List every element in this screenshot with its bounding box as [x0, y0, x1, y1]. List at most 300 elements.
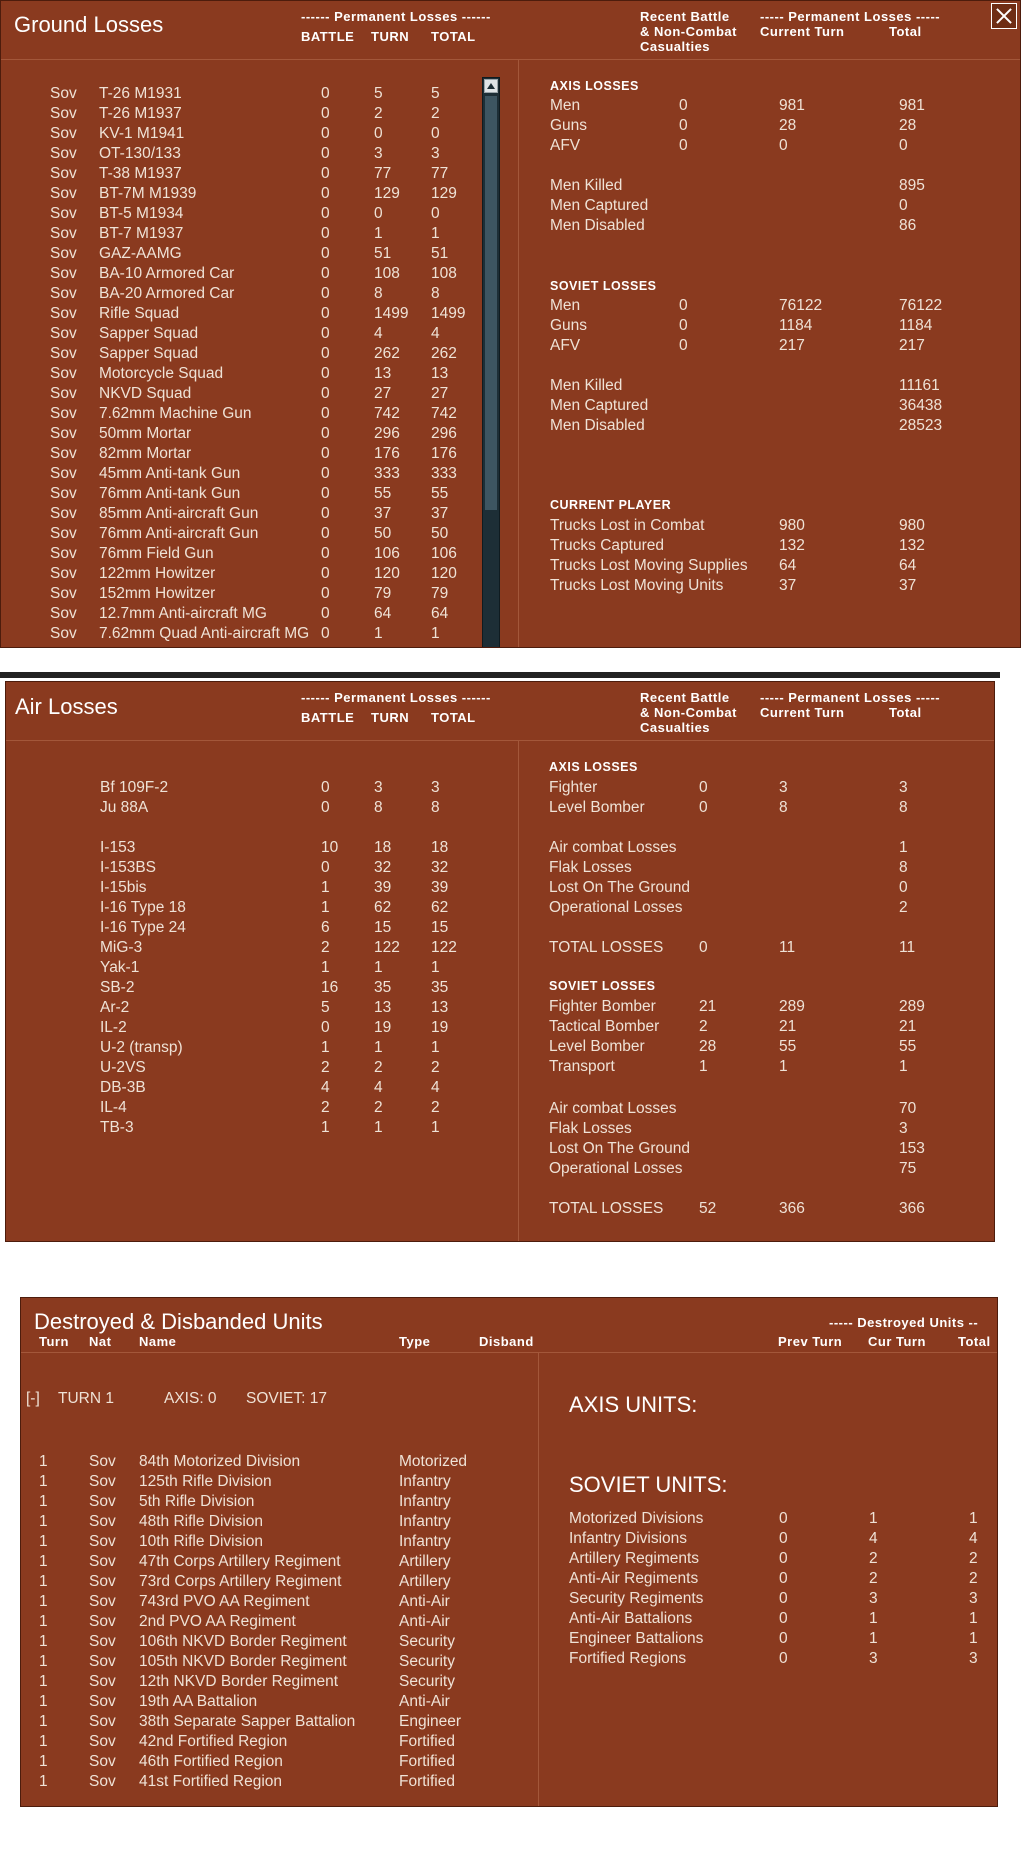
unit-name-cell: 743rd PVO AA Regiment	[139, 1593, 310, 1610]
soviet-loss-cell: 217	[779, 337, 805, 354]
unit-type-cell: Anti-Air	[399, 1613, 450, 1630]
air-soviet-row-cell: 35	[374, 979, 392, 996]
name-cell: 82mm Mortar	[99, 445, 192, 462]
unit-turn-cell: 1	[39, 1453, 48, 1470]
soviet-loss-cell: 0	[679, 337, 688, 354]
nat-cell: Sov	[50, 545, 77, 562]
air-axis-cell: Level Bomber	[549, 799, 645, 816]
name-cell: BT-7 M1937	[99, 225, 184, 242]
air-soviet-row-cell: Ar-2	[100, 999, 130, 1016]
battle-column-header: BATTLE	[301, 710, 355, 725]
nat-cell: Sov	[50, 585, 77, 602]
turn-cell: 742	[374, 405, 400, 422]
unit-summary-cell: 3	[869, 1590, 878, 1607]
battle-cell: 0	[321, 545, 330, 562]
turn-collapse-toggle[interactable]: [-]	[26, 1390, 40, 1407]
air-axis-type-cell: 2	[899, 899, 908, 916]
air-soviet-row-cell: 2	[321, 939, 330, 956]
total-cell: 2	[431, 105, 440, 122]
unit-summary-cell: 0	[779, 1510, 788, 1527]
truck-loss-cell: 37	[899, 577, 917, 594]
name-cell: 7.62mm Machine Gun	[99, 405, 252, 422]
battle-cell: 0	[321, 145, 330, 162]
unit-summary-cell: 2	[869, 1550, 878, 1567]
air-soviet-row-cell: 2	[321, 1059, 330, 1076]
destroyed-units-title: Destroyed & Disbanded Units	[34, 1309, 323, 1334]
air-axis-row-cell: 8	[374, 799, 383, 816]
total-cell: 106	[431, 545, 457, 562]
name-cell: 85mm Anti-aircraft Gun	[99, 505, 259, 522]
truck-loss-cell: 37	[779, 577, 797, 594]
air-soviet-row-cell: 13	[431, 999, 449, 1016]
air-soviet-row-cell: 2	[431, 1099, 440, 1116]
soviet-loss-cell: Men	[550, 297, 581, 314]
air-soviet-cell: 2	[699, 1018, 708, 1035]
name-cell: Motorcycle Squad	[99, 365, 224, 382]
axis-loss-cell: 0	[679, 137, 688, 154]
axis-loss-cell: 0	[779, 137, 788, 154]
unit-turn-cell: 1	[39, 1573, 48, 1590]
unit-turn-cell: 1	[39, 1753, 48, 1770]
axis-loss-cell: 0	[679, 97, 688, 114]
unit-nat-cell: Sov	[89, 1753, 116, 1770]
nat-cell: Sov	[50, 485, 77, 502]
total-right-header: Total	[889, 705, 922, 720]
soviet-men-cell: Men Captured	[550, 397, 649, 414]
air-soviet-row-cell: MiG-3	[100, 939, 143, 956]
unit-type-cell: Security	[399, 1633, 455, 1650]
unit-nat-cell: Sov	[89, 1513, 116, 1530]
non-combat-header: & Non-Combat	[640, 705, 737, 720]
nat-cell: Sov	[50, 345, 77, 362]
unit-type-cell: Infantry	[399, 1473, 451, 1490]
unit-summary-cell: 1	[969, 1510, 978, 1527]
battle-cell: 0	[321, 385, 330, 402]
current-player-title: CURRENT PLAYER	[550, 498, 672, 512]
unit-summary-cell: Anti-Air Battalions	[569, 1610, 693, 1627]
name-cell: BT-7M M1939	[99, 185, 197, 202]
scroll-thumb[interactable]	[485, 96, 497, 510]
axis-units-title: AXIS UNITS:	[569, 1392, 698, 1417]
unit-summary-cell: 0	[779, 1650, 788, 1667]
truck-loss-cell: Trucks Lost in Combat	[550, 517, 705, 534]
nat-cell: Sov	[50, 525, 77, 542]
axis-losses-title: AXIS LOSSES	[550, 79, 639, 93]
nat-cell: Sov	[50, 405, 77, 422]
air-soviet-cell: 21	[779, 1018, 797, 1035]
battle-cell: 0	[321, 205, 330, 222]
total-cell: 64	[431, 605, 449, 622]
air-soviet-row-cell: 1	[321, 1039, 330, 1056]
air-soviet-row-cell: 15	[431, 919, 449, 936]
air-soviet-row-cell: 39	[374, 879, 392, 896]
air-soviet-type-cell: Lost On The Ground	[549, 1140, 691, 1157]
battle-cell: 0	[321, 505, 330, 522]
soviet-loss-cell: Guns	[550, 317, 588, 334]
battle-cell: 0	[321, 85, 330, 102]
turn-cell: 4	[374, 325, 383, 342]
air-soviet-row-cell: 62	[431, 899, 449, 916]
total-cell: 51	[431, 245, 449, 262]
truck-loss-cell: 980	[899, 517, 925, 534]
turn-cell: 176	[374, 445, 400, 462]
air-axis-total-cell: 0	[699, 939, 708, 956]
air-soviet-total-cell: 366	[779, 1200, 805, 1217]
air-soviet-row-cell: 13	[374, 999, 392, 1016]
name-cell: BA-10 Armored Car	[99, 265, 235, 282]
total-cell: 333	[431, 465, 457, 482]
unit-nat-cell: Sov	[89, 1473, 116, 1490]
truck-loss-cell: Trucks Lost Moving Units	[550, 577, 724, 594]
unit-type-cell: Anti-Air	[399, 1693, 450, 1710]
air-axis-row-cell: 8	[431, 799, 440, 816]
unit-turn-cell: 1	[39, 1653, 48, 1670]
unit-nat-cell: Sov	[89, 1593, 116, 1610]
air-soviet-row-cell: I-153BS	[100, 859, 157, 876]
name-cell: 45mm Anti-tank Gun	[99, 465, 241, 482]
name-cell: GAZ-AAMG	[99, 245, 182, 262]
total-cell: 262	[431, 345, 457, 362]
battle-cell: 0	[321, 405, 330, 422]
soviet-loss-cell: 0	[679, 317, 688, 334]
air-soviet-cell: 55	[899, 1038, 917, 1055]
unit-nat-cell: Sov	[89, 1533, 116, 1550]
air-soviet-row-cell: 18	[374, 839, 392, 856]
air-soviet-row-cell: 2	[374, 1059, 383, 1076]
unit-type-cell: Engineer	[399, 1713, 462, 1730]
air-soviet-row-cell: TB-3	[100, 1119, 134, 1136]
total-cell: 77	[431, 165, 449, 182]
battle-cell: 0	[321, 105, 330, 122]
casualties-header: Casualties	[640, 39, 711, 54]
unit-turn-cell: 1	[39, 1533, 48, 1550]
total-cell: 79	[431, 585, 449, 602]
total-cell: 50	[431, 525, 449, 542]
unit-summary-cell: 0	[779, 1530, 788, 1547]
total-cell: 8	[431, 285, 440, 302]
air-soviet-row-cell: 1	[431, 1039, 440, 1056]
unit-nat-cell: Sov	[89, 1633, 116, 1650]
air-soviet-row-cell: 2	[374, 1099, 383, 1116]
air-axis-cell: 8	[779, 799, 788, 816]
air-axis-cell: 0	[699, 799, 708, 816]
total-cell: 296	[431, 425, 457, 442]
scroll-up-icon[interactable]	[484, 79, 498, 93]
nat-cell: Sov	[50, 125, 77, 142]
unit-nat-cell: Sov	[89, 1553, 116, 1570]
soviet-loss-cell: AFV	[550, 337, 581, 354]
nat-cell: Sov	[50, 605, 77, 622]
destroyed-units-panel	[20, 1297, 998, 1807]
battle-cell: 0	[321, 465, 330, 482]
name-cell: Rifle Squad	[99, 305, 180, 322]
unit-turn-cell: 1	[39, 1513, 48, 1530]
unit-nat-cell: Sov	[89, 1453, 116, 1470]
current-turn-header: Current Turn	[760, 24, 845, 39]
air-soviet-row-cell: 1	[431, 959, 440, 976]
air-axis-cell: 0	[699, 779, 708, 796]
total-cell: 3	[431, 145, 440, 162]
soviet-men-cell: Men Killed	[550, 377, 623, 394]
air-axis-type-cell: 8	[899, 859, 908, 876]
unit-type-cell: Infantry	[399, 1533, 451, 1550]
battle-cell: 0	[321, 265, 330, 282]
name-column-header: Name	[139, 1334, 177, 1349]
soviet-men-cell: Men Disabled	[550, 417, 645, 434]
name-cell: NKVD Squad	[99, 385, 192, 402]
unit-nat-cell: Sov	[89, 1493, 116, 1510]
unit-type-cell: Fortified	[399, 1753, 455, 1770]
air-axis-row-cell: 3	[431, 779, 440, 796]
air-soviet-cell: 21	[699, 998, 717, 1015]
nat-cell: Sov	[50, 385, 77, 402]
nat-cell: Sov	[50, 265, 77, 282]
unit-nat-cell: Sov	[89, 1673, 116, 1690]
air-soviet-cell: Level Bomber	[549, 1038, 645, 1055]
air-soviet-row-cell: 19	[431, 1019, 449, 1036]
unit-summary-cell: 3	[969, 1650, 978, 1667]
unit-type-cell: Motorized	[399, 1453, 468, 1470]
truck-loss-cell: Trucks Captured	[550, 537, 664, 554]
air-axis-total-cell: 11	[899, 939, 916, 956]
turn-column-header: Turn	[39, 1334, 69, 1349]
axis-loss-cell: 0	[679, 117, 688, 134]
axis-men-cell: 0	[899, 197, 908, 214]
air-axis-total-cell: TOTAL LOSSES	[549, 939, 664, 956]
turn-cell: 296	[374, 425, 400, 442]
air-soviet-row-cell: 5	[321, 999, 330, 1016]
unit-summary-cell: 2	[969, 1570, 978, 1587]
air-soviet-row-cell: U-2 (transp)	[100, 1039, 183, 1056]
total-cell: 0	[431, 125, 440, 142]
unit-summary-cell: 3	[869, 1650, 878, 1667]
unit-name-cell: 5th Rifle Division	[139, 1493, 255, 1510]
turn-column-header: TURN	[371, 29, 410, 44]
turn-cell: 13	[374, 365, 392, 382]
total-cell: 1499	[431, 305, 466, 322]
turn-cell: 108	[374, 265, 400, 282]
truck-loss-cell: Trucks Lost Moving Supplies	[550, 557, 748, 574]
total-cell: 55	[431, 485, 449, 502]
air-soviet-cell: 1	[699, 1058, 708, 1075]
air-soviet-row-cell: 1	[321, 899, 330, 916]
turn-cell: 55	[374, 485, 392, 502]
air-soviet-cell: Fighter Bomber	[549, 998, 656, 1015]
total-column-header: TOTAL	[431, 29, 476, 44]
turn-cell: 37	[374, 505, 392, 522]
unit-nat-cell: Sov	[89, 1693, 116, 1710]
axis-loss-cell: 0	[899, 137, 908, 154]
axis-losses-title: AXIS LOSSES	[549, 760, 638, 774]
nat-cell: Sov	[50, 285, 77, 302]
unit-summary-cell: 0	[779, 1630, 788, 1647]
air-soviet-row-cell: 1	[321, 879, 330, 896]
air-soviet-cell: 1	[779, 1058, 788, 1075]
total-cell: 129	[431, 185, 457, 202]
unit-turn-cell: 1	[39, 1713, 48, 1730]
unit-type-cell: Artillery	[399, 1553, 451, 1570]
air-soviet-cell: 21	[899, 1018, 917, 1035]
battle-cell: 0	[321, 345, 330, 362]
nat-cell: Sov	[50, 325, 77, 342]
air-soviet-row-cell: 1	[374, 1119, 383, 1136]
nat-cell: Sov	[50, 205, 77, 222]
unit-summary-cell: 1	[869, 1510, 878, 1527]
nat-cell: Sov	[50, 445, 77, 462]
soviet-loss-cell: 0	[679, 297, 688, 314]
air-soviet-type-cell: Operational Losses	[549, 1160, 683, 1177]
unit-summary-cell: Fortified Regions	[569, 1650, 687, 1667]
unit-type-cell: Infantry	[399, 1493, 451, 1510]
name-cell: 152mm Howitzer	[99, 585, 216, 602]
turn-cell: 106	[374, 545, 400, 562]
type-column-header: Type	[399, 1334, 431, 1349]
unit-summary-cell: 1	[969, 1630, 978, 1647]
unit-name-cell: 125th Rifle Division	[139, 1473, 272, 1490]
air-soviet-row-cell: 4	[431, 1079, 440, 1096]
unit-summary-cell: 0	[779, 1610, 788, 1627]
unit-name-cell: 106th NKVD Border Regiment	[139, 1633, 347, 1650]
air-soviet-row-cell: 2	[321, 1099, 330, 1116]
unit-summary-cell: 0	[779, 1570, 788, 1587]
air-soviet-row-cell: 4	[374, 1079, 383, 1096]
permanent-losses-right-header: ----- Permanent Losses -----	[760, 9, 941, 24]
air-soviet-cell: Tactical Bomber	[549, 1018, 660, 1035]
battle-cell: 0	[321, 425, 330, 442]
battle-cell: 0	[321, 565, 330, 582]
air-soviet-row-cell: 19	[374, 1019, 392, 1036]
soviet-men-cell: 36438	[899, 397, 943, 414]
air-axis-total-cell: 11	[779, 939, 796, 956]
nat-cell: Sov	[50, 505, 77, 522]
air-axis-cell: 3	[899, 779, 908, 796]
casualties-header: Casualties	[640, 720, 711, 735]
destroyed-units-header: ----- Destroyed Units --	[829, 1315, 979, 1330]
total-column-header: TOTAL	[431, 710, 476, 725]
air-soviet-row-cell: I-16 Type 18	[100, 899, 186, 916]
unit-name-cell: 105th NKVD Border Regiment	[139, 1653, 347, 1670]
name-cell: Sapper Squad	[99, 325, 199, 342]
unit-turn-cell: 1	[39, 1633, 48, 1650]
scrollbar[interactable]	[482, 77, 500, 648]
unit-summary-cell: Motorized Divisions	[569, 1510, 704, 1527]
total-right-header: Total	[889, 24, 922, 39]
air-soviet-total-cell: 52	[699, 1200, 717, 1217]
air-axis-row-cell: Bf 109F-2	[100, 779, 169, 796]
ground-losses-title: Ground Losses	[14, 12, 164, 37]
air-soviet-total-cell: 366	[899, 1200, 925, 1217]
air-soviet-cell: 28	[699, 1038, 717, 1055]
air-soviet-row-cell: 10	[321, 839, 339, 856]
unit-nat-cell: Sov	[89, 1653, 116, 1670]
air-soviet-cell: 289	[779, 998, 805, 1015]
name-cell: T-26 M1937	[99, 105, 182, 122]
recent-battle-header: Recent Battle	[640, 9, 730, 24]
recent-battle-header: Recent Battle	[640, 690, 730, 705]
air-soviet-row-cell: 122	[431, 939, 457, 956]
air-soviet-row-cell: 1	[374, 1039, 383, 1056]
total-cell: 13	[431, 365, 449, 382]
turn-cell: 0	[374, 205, 383, 222]
unit-name-cell: 12th NKVD Border Regiment	[139, 1673, 339, 1690]
total-cell: 108	[431, 265, 457, 282]
permanent-losses-header: ------ Permanent Losses ------	[301, 9, 491, 24]
nat-cell: Sov	[50, 145, 77, 162]
air-soviet-row-cell: U-2VS	[100, 1059, 146, 1076]
current-turn-header: Current Turn	[760, 705, 845, 720]
truck-loss-cell: 64	[899, 557, 917, 574]
total-cell: 176	[431, 445, 457, 462]
soviet-loss-cell: 1184	[899, 317, 933, 334]
unit-nat-cell: Sov	[89, 1733, 116, 1750]
air-soviet-row-cell: 18	[431, 839, 449, 856]
unit-name-cell: 47th Corps Artillery Regiment	[139, 1553, 341, 1570]
nat-cell: Sov	[50, 185, 77, 202]
battle-cell: 0	[321, 285, 330, 302]
unit-turn-cell: 1	[39, 1693, 48, 1710]
unit-name-cell: 41st Fortified Region	[139, 1773, 283, 1790]
ground-losses-panel	[0, 0, 1021, 648]
air-soviet-row-cell: SB-2	[100, 979, 135, 996]
air-soviet-row-cell: 2	[431, 1059, 440, 1076]
header-divider	[21, 1352, 998, 1353]
battle-cell: 0	[321, 165, 330, 182]
nat-cell: Sov	[50, 425, 77, 442]
total-cell: 27	[431, 385, 449, 402]
axis-men-cell: 86	[899, 217, 917, 234]
header-divider	[1, 59, 1021, 60]
unit-name-cell: 84th Motorized Division	[139, 1453, 301, 1470]
unit-summary-cell: 1	[969, 1610, 978, 1627]
soviet-loss-cell: 76122	[779, 297, 823, 314]
air-soviet-row-cell: 16	[321, 979, 339, 996]
turn-cell: 0	[374, 125, 383, 142]
nat-cell: Sov	[50, 465, 77, 482]
air-axis-row-cell: 3	[374, 779, 383, 796]
turn-cell: 27	[374, 385, 392, 402]
unit-turn-cell: 1	[39, 1593, 48, 1610]
column-divider	[518, 59, 519, 648]
nat-cell: Sov	[50, 565, 77, 582]
air-axis-row-cell: 0	[321, 799, 330, 816]
battle-cell: 0	[321, 305, 330, 322]
air-soviet-row-cell: 1	[431, 1119, 440, 1136]
name-cell: OT-130/133	[99, 145, 181, 162]
battle-cell: 0	[321, 125, 330, 142]
name-cell: BA-20 Armored Car	[99, 285, 235, 302]
unit-type-cell: Security	[399, 1673, 455, 1690]
air-soviet-row-cell: I-16 Type 24	[100, 919, 186, 936]
air-axis-cell: 3	[779, 779, 788, 796]
soviet-count: SOVIET: 17	[246, 1390, 327, 1407]
unit-type-cell: Anti-Air	[399, 1593, 450, 1610]
column-divider	[538, 1352, 539, 1807]
truck-loss-cell: 132	[899, 537, 925, 554]
turn-cell: 1	[374, 625, 383, 642]
unit-summary-cell: Artillery Regiments	[569, 1550, 700, 1567]
unit-summary-cell: 2	[869, 1570, 878, 1587]
truck-loss-cell: 132	[779, 537, 805, 554]
air-soviet-row-cell: IL-4	[100, 1099, 127, 1116]
air-soviet-row-cell: I-15bis	[100, 879, 147, 896]
turn-cell: 50	[374, 525, 392, 542]
air-axis-row-cell: Ju 88A	[100, 799, 149, 816]
turn-group-label: TURN 1	[58, 1390, 114, 1407]
name-cell: 12.7mm Anti-aircraft MG	[99, 605, 267, 622]
total-header: Total	[958, 1334, 991, 1349]
axis-loss-cell: 28	[779, 117, 797, 134]
close-icon[interactable]	[991, 3, 1017, 29]
